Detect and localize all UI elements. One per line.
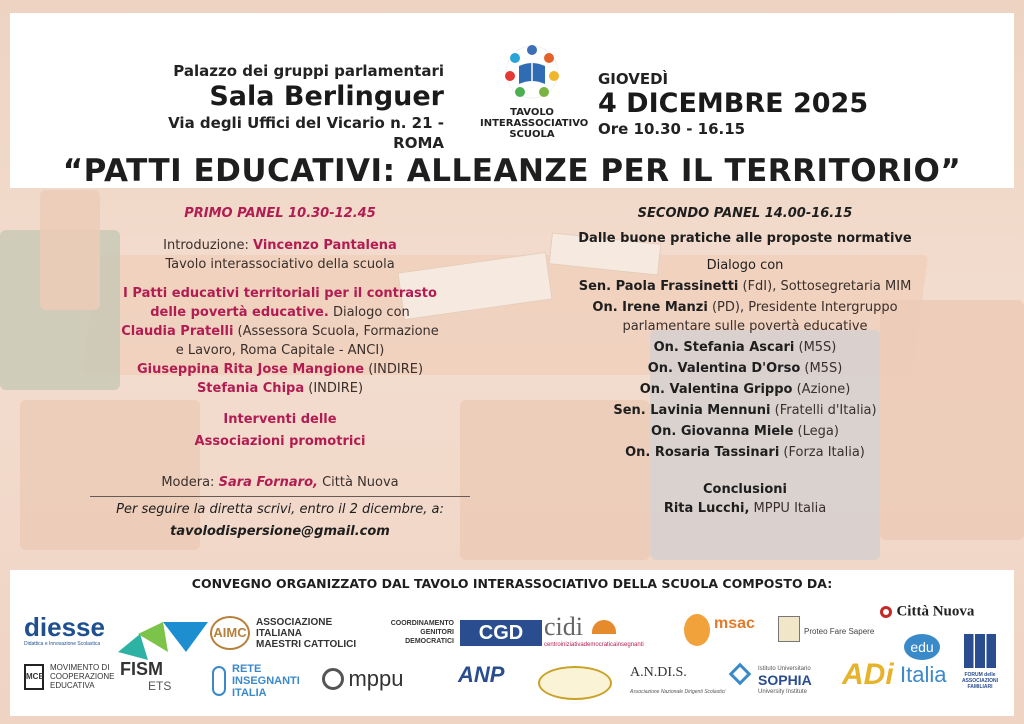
speaker-3-role: (INDIRE): [304, 381, 364, 396]
speaker-1-name: Claudia Pratelli: [121, 324, 234, 339]
speaker-2: [90, 360, 470, 379]
organizers-footer: [10, 570, 1014, 716]
event-date: 4 DICEMBRE 2025: [598, 88, 869, 119]
speaker-3-name: Stefania Chipa: [196, 381, 305, 396]
p2-speaker-role: (FdI), Sottosegretaria MIM: [738, 279, 912, 294]
mce-emblem-icon: MCE: [24, 664, 44, 690]
adi-wordmark: ADi: [842, 658, 894, 691]
fism-wordmark: FISM: [120, 659, 163, 679]
conclusions-org: MPPU Italia: [749, 501, 827, 516]
andis-subtitle: Associazione Nazionale Dirigenti Scolastici: [630, 689, 726, 695]
p2-speaker-role: (PD), Presidente Intergruppo: [707, 300, 898, 315]
interventi-line-2: Associazioni promotrici: [194, 434, 366, 449]
p2-speaker: [560, 338, 930, 357]
p2-speaker: [560, 298, 930, 317]
logo-mppu: [322, 668, 404, 690]
aimc-line-3: MAESTRI CATTOLICI: [256, 639, 357, 650]
follow-text: Per seguire la diretta scrivi, entro il 2 dicembre, a:: [116, 502, 444, 517]
conclusions-name: Rita Lucchi,: [663, 501, 750, 516]
moderator-label: Modera:: [161, 475, 219, 490]
topic-line-1: I Patti educativi territoriali per il contrasto: [123, 286, 437, 301]
p2-speaker-name: On. Giovanna Miele: [651, 424, 794, 439]
cgd-line-1: COORDINAMENTO: [390, 620, 454, 627]
sophia-emblem-icon: [729, 663, 752, 686]
conclusions-line: [560, 499, 930, 518]
citta-nuova-wordmark: Città Nuova: [896, 603, 975, 620]
msac-emblem-icon: [684, 614, 710, 646]
citta-nuova-icon: [880, 606, 892, 618]
p2-speaker: [560, 277, 930, 296]
event-title: “PATTI EDUCATIVI: ALLEANZE PER IL TERRITORIO”: [62, 153, 962, 189]
p2-speaker-name: On. Rosaria Tassinari: [625, 445, 780, 460]
contact-email[interactable]: tavolodispersione@gmail.com: [170, 524, 390, 539]
panel-two: [560, 205, 930, 518]
logo-forum-famiglie: [960, 634, 1000, 700]
tavolo-logo: [480, 41, 589, 151]
moderator-divider: [90, 496, 470, 497]
date-block: [598, 69, 868, 139]
speaker-1-role-cont: e Lavoro, Roma Capitale - ANCI): [175, 343, 385, 358]
p2-speaker-role: (M5S): [794, 340, 837, 355]
edu-wordmark: edu: [904, 634, 940, 660]
logo-text-2: INTERASSOCIATIVO: [480, 118, 589, 129]
rete-line-3: ITALIA: [232, 687, 267, 699]
logo-sophia: [732, 666, 812, 695]
intro-line: [90, 236, 470, 255]
edu-italia-wordmark: Italia: [900, 662, 947, 687]
event-day: GIOVEDÌ: [598, 70, 669, 88]
logo-diesse: [24, 614, 105, 647]
andis-wordmark: A.N.DI.S.: [630, 665, 687, 680]
panel-two-title: SECONDO PANEL 14.00-16.15: [637, 206, 853, 221]
p2-speaker-role: (M5S): [800, 361, 843, 376]
rete-line-2: INSEGNANTI: [232, 675, 300, 687]
mce-line-3: EDUCATIVA: [50, 681, 95, 690]
aimc-line-1: ASSOCIAZIONE: [256, 617, 333, 628]
forum-figures-icon: [964, 634, 996, 668]
fism-ets: ETS: [148, 679, 172, 693]
speaker-3: [90, 379, 470, 398]
moderator-line: [90, 473, 470, 492]
interventi-line-1: Interventi delle: [223, 412, 337, 427]
proteo-emblem-icon: [778, 616, 800, 642]
intro-label: Introduzione:: [163, 238, 253, 253]
moderator-name: Sara Fornaro,: [218, 475, 318, 490]
topic-line-2: [90, 303, 470, 322]
organizers-title: CONVEGNO ORGANIZZATO DAL TAVOLO INTERASSOCIATIVO DELLA SCUOLA COMPOSTO DA:: [191, 576, 833, 591]
venue-address: Via degli Uffici del Vicario n. 21 - ROMA: [168, 114, 444, 152]
logo-lighthouse-icon: [538, 666, 612, 700]
mce-line-1: MOVIMENTO DI: [50, 663, 110, 672]
mppu-wordmark: mppu: [348, 666, 404, 691]
mppu-emblem-icon: [322, 668, 344, 690]
cidi-wordmark: cidi: [544, 612, 583, 641]
cgd-mark: CGD: [460, 620, 542, 646]
p2-speaker-name: Sen. Paola Frassinetti: [578, 279, 739, 294]
header-card: [10, 13, 1014, 188]
p2-speaker: [560, 380, 930, 399]
mce-line-2: COOPERAZIONE: [50, 672, 115, 681]
msac-wordmark: msac: [714, 615, 755, 632]
speaker-2-role: (INDIRE): [364, 362, 424, 377]
p2-speaker: [560, 443, 930, 462]
diesse-wordmark: diesse: [24, 612, 105, 642]
diesse-subtitle: Didattica e Innovazione Scolastica: [24, 641, 101, 647]
logo-cidi: [544, 614, 644, 648]
anp-wordmark: ANP: [458, 662, 505, 687]
tavolo-logo-icon: [480, 41, 584, 103]
logo-andis: [630, 666, 725, 695]
aimc-emblem-icon: AIMC: [210, 616, 250, 650]
cgd-line-3: DEMOCRATICI: [405, 638, 454, 645]
speaker-2-name: Giuseppina Rita Jose Mangione: [136, 362, 365, 377]
venue-block: [122, 61, 444, 153]
sophia-line-2: SOPHIA: [758, 672, 812, 688]
p2-speaker-role-cont: parlamentare sulle povertà educative: [622, 319, 868, 334]
logo-citta-nuova: [880, 604, 974, 620]
moderator-org: Città Nuova: [317, 475, 399, 490]
intro-name: Vincenzo Pantalena: [252, 238, 397, 253]
p2-speaker-name: On. Valentina Grippo: [639, 382, 793, 397]
speaker-1-role: (Assessora Scuola, Formazione: [233, 324, 439, 339]
rete-emblem-icon: [212, 666, 226, 696]
intro-org: Tavolo interassociativo della scuola: [165, 257, 395, 272]
panel-one-title: PRIMO PANEL 10.30-12.45: [184, 206, 376, 221]
p2-speaker-role: (Fratelli d'Italia): [770, 403, 877, 418]
conclusions-label: Conclusioni: [703, 482, 787, 497]
venue-room: Sala Berlinguer: [209, 81, 444, 112]
topic-rest: Dialogo con: [328, 305, 410, 320]
aimc-line-2: ITALIANA: [256, 628, 302, 639]
logo-anp: [458, 664, 504, 686]
p2-speaker: [560, 359, 930, 378]
logo-text-1: TAVOLO: [510, 107, 554, 118]
dialog-label: Dialogo con: [706, 258, 784, 273]
logo-fism: [118, 622, 208, 694]
p2-speaker-name: Sen. Lavinia Mennuni: [613, 403, 771, 418]
p2-speaker-name: On. Stefania Ascari: [653, 340, 795, 355]
panel-two-subtitle: Dalle buone pratiche alle proposte normative: [578, 231, 912, 246]
proteo-wordmark: Proteo Fare Sapere: [804, 627, 875, 636]
cidi-subtitle: centroiniziativademocraticainsegnanti: [544, 642, 644, 648]
p2-speaker-role: (Azione): [792, 382, 851, 397]
cgd-line-2: GENITORI: [420, 629, 454, 636]
sophia-line-3: University Institute: [758, 689, 808, 695]
p2-speaker-name: On. Valentina D'Orso: [647, 361, 801, 376]
p2-speaker-name: On. Irene Manzi: [592, 300, 708, 315]
event-time: Ore 10.30 - 16.15: [598, 120, 746, 138]
venue-building: Palazzo dei gruppi parlamentari: [173, 62, 444, 80]
p2-speaker: [560, 422, 930, 441]
logo-text-3: SCUOLA: [509, 129, 555, 140]
sophia-line-1: Istituto Universitario: [758, 666, 811, 672]
panel-one: [90, 205, 470, 541]
p2-speaker-role: (Forza Italia): [779, 445, 865, 460]
fism-triangles-icon: [118, 622, 208, 662]
p2-speaker-role: (Lega): [793, 424, 839, 439]
speaker-1: [90, 322, 470, 341]
topic-bold: delle povertà educative.: [150, 305, 329, 320]
forum-wordmark: FORUM delle ASSOCIAZIONI FAMILIARI: [961, 672, 999, 690]
p2-speaker: [560, 401, 930, 420]
rete-line-1: RETE: [232, 663, 262, 675]
logo-adi: [842, 660, 894, 690]
